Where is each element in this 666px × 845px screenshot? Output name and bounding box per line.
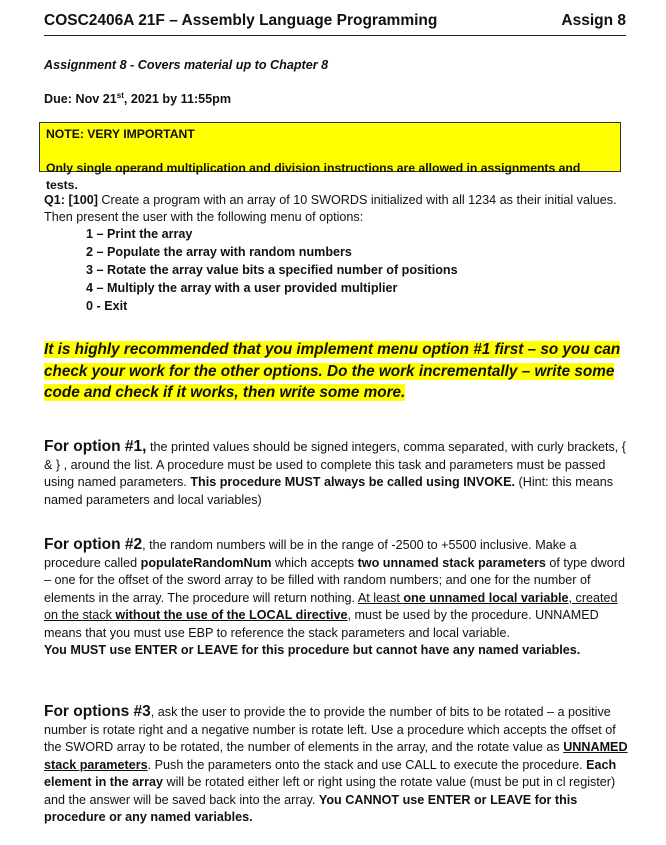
recommendation-callout <box>44 339 629 404</box>
question-1 <box>44 192 629 316</box>
local-variable-rule-bold: one unnamed local variable <box>403 590 569 605</box>
menu-option: 2 – Populate the array with random numbers <box>86 245 352 259</box>
note-heading: NOTE: VERY IMPORTANT <box>46 127 195 141</box>
option-2-text: , the random numbers will be in the range of -2500 to +5500 inclusive. Make a procedure called <box>44 538 577 570</box>
question-points: [100] <box>65 193 98 207</box>
due-ordinal: st <box>116 90 124 100</box>
local-variable-rule-part: , created on the stack <box>44 590 618 622</box>
option-2-text: which accepts <box>271 555 358 570</box>
page-header <box>44 12 626 36</box>
option-3-text: . Push the parameters onto the stack and use CALL to execute the procedure. <box>147 757 587 772</box>
stack-params-rule: two unnamed stack parameters <box>357 555 546 570</box>
no-enter-leave-rule: You CANNOT use ENTER or LEAVE for this procedure or any named variables. <box>44 792 578 824</box>
option-1-section <box>44 438 629 509</box>
enter-leave-rule: You MUST use ENTER or LEAVE for this procedure but cannot have any named variables. <box>44 643 581 657</box>
each-element-rule: Each element in the array <box>44 757 617 789</box>
due-suffix: , 2021 by 11:55pm <box>123 92 232 106</box>
option-2-text: of type dword – one for the offset of the sword array to be filled with random numbers; and one for the number of elements in the array. The procedure will return nothing. <box>44 555 625 605</box>
option-1-text: the printed values should be signed integers, comma separated, with curly brackets, { & } , around the list. A procedure must be used to complete this task and parameters must be passed using named parameters. <box>44 440 626 489</box>
option-2-text: , must be used by the procedure. UNNAMED means that you must use EBP to reference the stack parameters and local variable. <box>44 608 599 640</box>
important-note-box <box>39 122 621 192</box>
menu-option: 1 – Print the array <box>86 227 193 241</box>
question-body: Create a program with an array of 10 SWORDS initialized with all 1234 as their initial values. Then present the user with the following menu of options: <box>44 193 617 224</box>
recommendation-text: It is highly recommended that you implement menu option #1 first – so you can check your work for the other options. Do the work incrementally – write some code and check if it works, then write some more. <box>44 341 621 401</box>
option-3-text: , ask the user to provide the to provide the number of bits to be rotated – a positive number is rotate right and a negative number is rotate left. Use a procedure which accepts the offset of the SWORD array to be rotated, the number of elements in the array, and the rotate value as <box>44 705 616 754</box>
note-rule: Only single operand multiplication and division instructions are allowed in assignments and tests. <box>46 161 581 192</box>
option-2-lead: For option #2 <box>44 536 143 553</box>
due-prefix: Due: Nov 21 <box>44 92 117 106</box>
option-3-text: will be rotated either left or right using the rotate value (must be put in cl register) and the answer will be saved back into the array. <box>44 775 616 807</box>
assignment-subtitle: Assignment 8 - Covers material up to Chapter 8 <box>44 58 329 72</box>
menu-option: 4 – Multiply the array with a user provided multiplier <box>86 281 398 295</box>
course-title: COSC2406A 21F – Assembly Language Programming <box>44 12 438 29</box>
option-3-section <box>44 703 629 827</box>
question-1-text <box>44 192 629 226</box>
menu-option: 3 – Rotate the array value bits a specified number of positions <box>86 263 458 277</box>
menu-options-list <box>44 226 629 316</box>
local-directive-rule: without the use of the LOCAL directive <box>115 608 348 622</box>
due-date <box>44 91 231 108</box>
option-2-section <box>44 536 629 660</box>
assignment-tag: Assign 8 <box>561 12 626 29</box>
menu-option: 0 - Exit <box>86 299 128 313</box>
question-label: Q1: <box>44 193 65 207</box>
option-1-lead: For option #1, <box>44 438 147 455</box>
option-3-lead: For options #3 <box>44 703 151 720</box>
procedure-name: populateRandomNum <box>140 555 272 570</box>
local-variable-rule-part: At least <box>357 590 404 605</box>
unnamed-params-bold: UNNAMED stack parameters <box>44 740 628 772</box>
option-1-invoke-rule: This procedure MUST always be called using INVOKE. <box>190 475 516 489</box>
option-1-hint: (Hint: this means named parameters and local variables) <box>44 475 614 507</box>
